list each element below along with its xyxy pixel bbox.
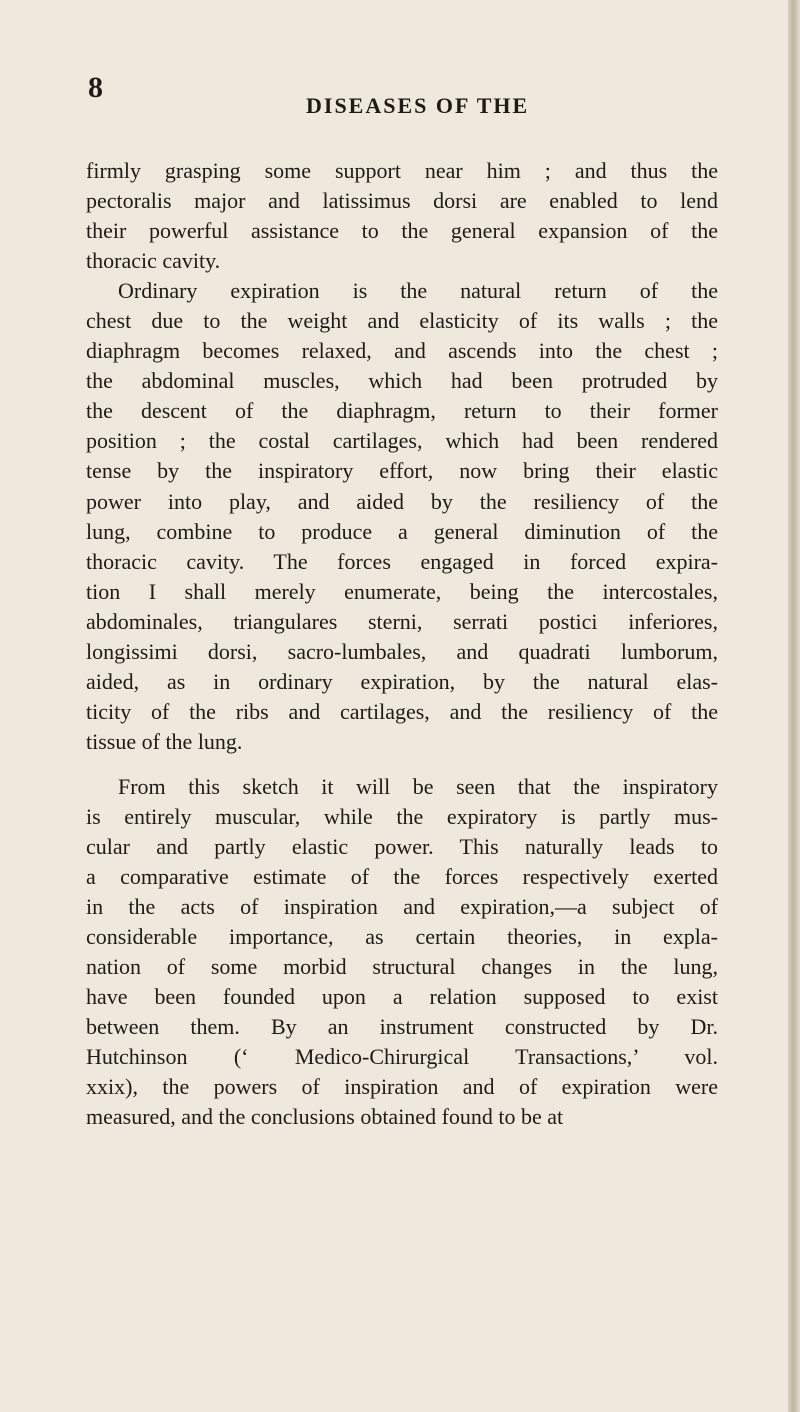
text-line: the abdominal muscles, which had been protruded by xyxy=(86,368,718,394)
text-line: ticity of the ribs and cartilages, and the resiliency of the xyxy=(86,698,718,724)
text-line: position ; the costal cartilages, which had been rendered xyxy=(86,428,718,454)
text-line: firmly grasping some support near him ; and thus the xyxy=(86,158,718,183)
paragraph-gap xyxy=(86,757,718,772)
text-line: chest due to the weight and elasticity of its walls ; the xyxy=(86,308,718,334)
text-line: nation of some morbid structural changes in the lung, xyxy=(86,954,718,980)
text-line: longissimi dorsi, sacro-lumbales, and quadrati lumborum, xyxy=(86,638,718,664)
running-head: DISEASES OF THE xyxy=(306,93,530,118)
page-edge-shadow xyxy=(788,0,800,1412)
text-line: tion I shall merely enumerate, being the intercostales, xyxy=(86,578,718,604)
text-line: Ordinary expiration is the natural return of the xyxy=(118,278,718,304)
text-line: thoracic cavity. xyxy=(86,248,221,274)
text-line: pectoralis major and latissimus dorsi are enabled to lend xyxy=(86,188,718,214)
text-line: Hutchinson (‘ Medico-Chirurgical Transactions,’ vol. xyxy=(86,1044,718,1070)
text-line: their powerful assistance to the general expansion of the xyxy=(86,218,718,244)
text-line: power into play, and aided by the resiliency of the xyxy=(86,488,718,514)
text-line: have been founded upon a relation supposed to exist xyxy=(86,984,718,1010)
paragraph-1 xyxy=(86,156,718,276)
text-line: diaphragm becomes relaxed, and ascends into the chest ; xyxy=(86,338,718,364)
text-line: in the acts of inspiration and expiration,—a subject of xyxy=(86,894,718,920)
text-line: aided, as in ordinary expiration, by the natural elas- xyxy=(86,668,718,694)
text-line: is entirely muscular, while the expiratory is partly mus- xyxy=(86,803,718,829)
text-line: xxix), the powers of inspiration and of expiration were xyxy=(86,1074,718,1100)
text-line: between them. By an instrument constructed by Dr. xyxy=(86,1014,718,1040)
text-line: lung, combine to produce a general diminution of the xyxy=(86,518,718,544)
text-line: measured, and the conclusions obtained found to be at xyxy=(86,1104,564,1130)
text-line: the descent of the diaphragm, return to their former xyxy=(86,398,718,424)
paragraph-3 xyxy=(86,772,718,1133)
text-line: abdominales, triangulares sterni, serrati postici inferiores, xyxy=(86,608,718,634)
paragraph-2 xyxy=(86,276,718,757)
text-line: From this sketch it will be seen that the inspiratory xyxy=(118,773,718,799)
text-line: considerable importance, as certain theories, in expla- xyxy=(86,924,718,950)
text-line: tissue of the lung. xyxy=(86,728,243,754)
text-line: cular and partly elastic power. This naturally leads to xyxy=(86,834,718,860)
body-text xyxy=(86,156,718,1133)
text-line: thoracic cavity. The forces engaged in forced expira- xyxy=(86,548,718,574)
text-line: a comparative estimate of the forces respectively exerted xyxy=(86,864,718,890)
text-line: tense by the inspiratory effort, now bring their elastic xyxy=(86,458,718,484)
page-number: 8 xyxy=(88,71,103,104)
